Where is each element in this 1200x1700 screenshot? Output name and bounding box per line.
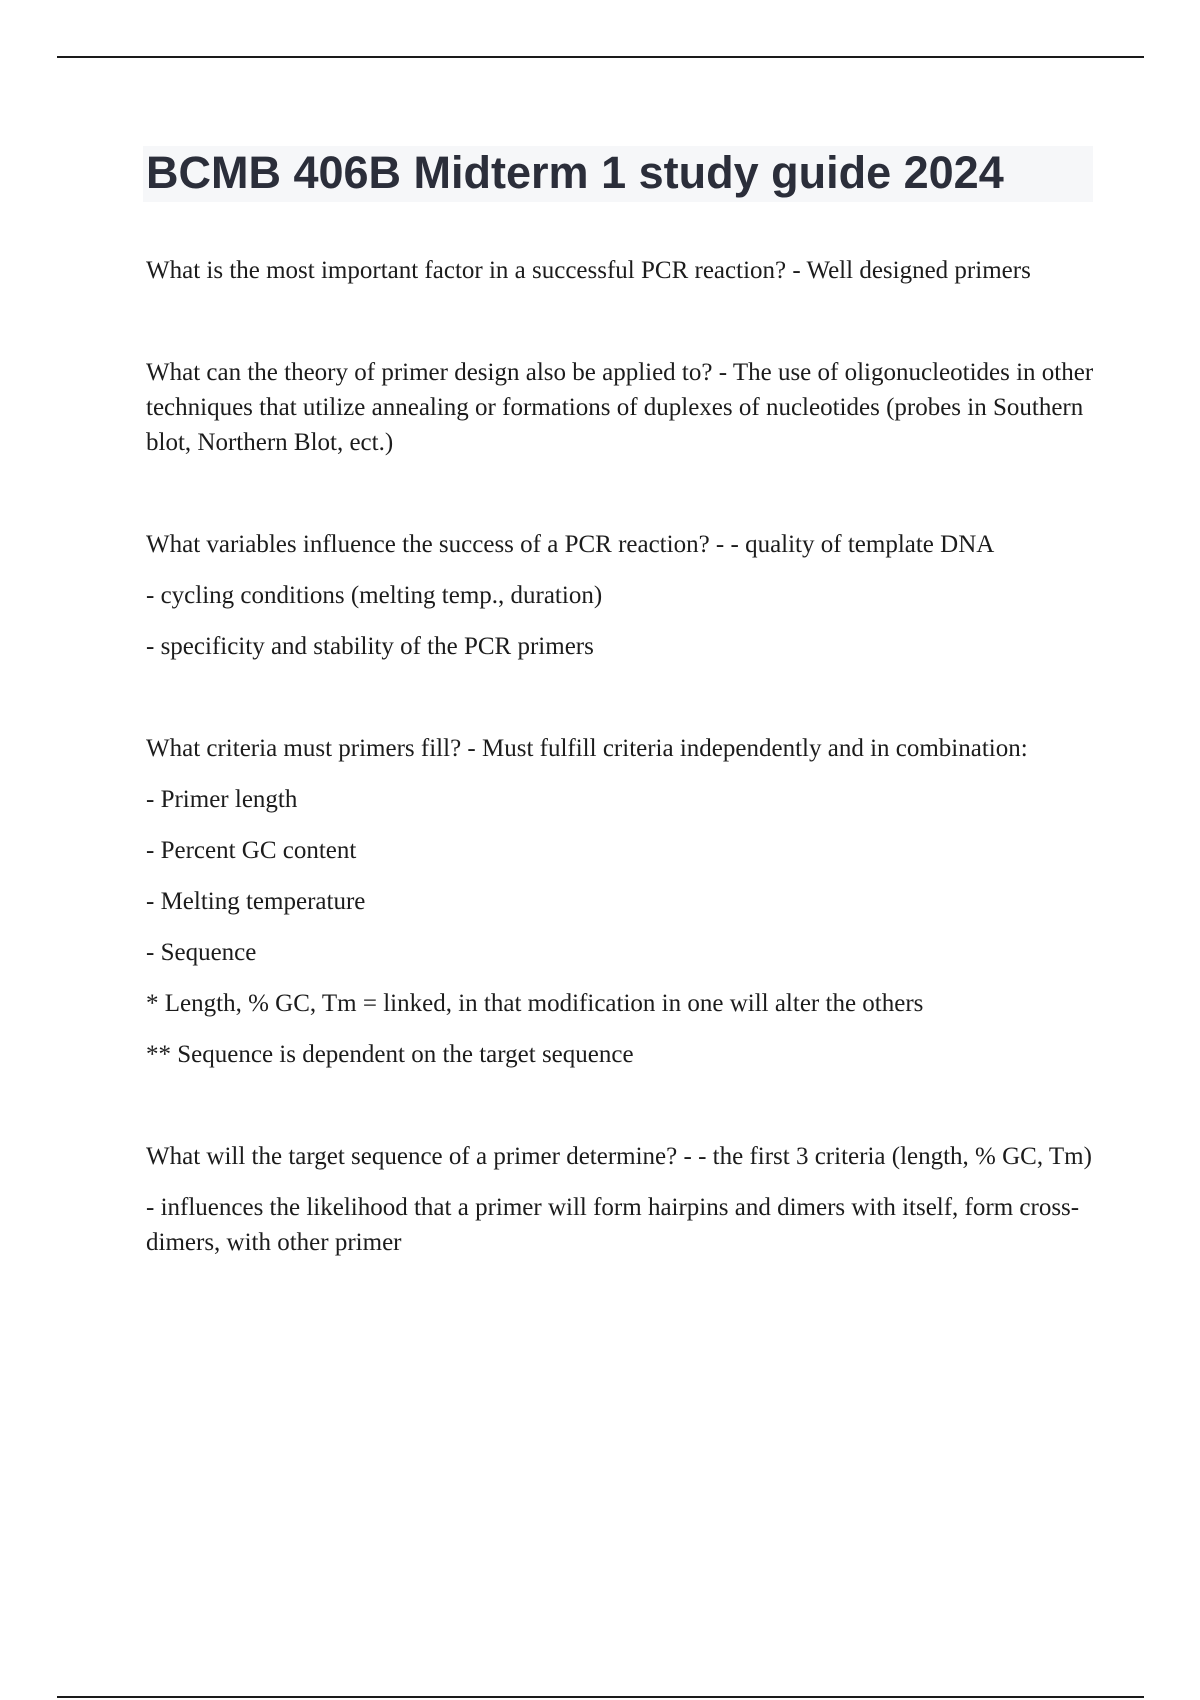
- question-answer-text: What will the target sequence of a primer determine? - - the first 3 criteria (length, % GC, Tm): [146, 1143, 1092, 1170]
- list-item: - Percent GC content: [146, 837, 357, 864]
- question-answer-text: What is the most important factor in a successful PCR reaction? - Well designed primers: [146, 257, 1031, 284]
- qa-item: [146, 355, 1106, 460]
- list-item: - Melting temperature: [146, 888, 366, 915]
- question-answer-text: What can the theory of primer design also be applied to? - The use of oligonucleotides in other techniques that utilize annealing or formations of duplexes of nucleotides (probes in Southern blot, Northern Blot, ect.): [146, 359, 1094, 456]
- list-item: - cycling conditions (melting temp., duration): [146, 582, 603, 609]
- list-item: - influences the likelihood that a primer will form hairpins and dimers with itself, form cross-dimers, with other primer: [146, 1194, 1080, 1256]
- top-rule: [57, 56, 1144, 58]
- question-answer-text: What criteria must primers fill? - Must fulfill criteria independently and in combination:: [146, 735, 1028, 762]
- note-text: * Length, % GC, Tm = linked, in that modification in one will alter the others: [146, 990, 924, 1017]
- list-item: - specificity and stability of the PCR primers: [146, 633, 594, 660]
- list-item: - Primer length: [146, 786, 298, 813]
- study-guide-content: [146, 253, 1106, 1327]
- page-title: BCMB 406B Midterm 1 study guide 2024: [146, 147, 1004, 198]
- bottom-rule: [57, 1696, 1144, 1698]
- list-item: - Sequence: [146, 939, 257, 966]
- qa-item: [146, 253, 1106, 288]
- qa-item: [146, 1139, 1106, 1260]
- question-answer-text: What variables influence the success of a PCR reaction? - - quality of template DNA: [146, 531, 995, 558]
- qa-item: [146, 527, 1106, 664]
- qa-item: [146, 731, 1106, 1072]
- note-text: ** Sequence is dependent on the target sequence: [146, 1041, 634, 1068]
